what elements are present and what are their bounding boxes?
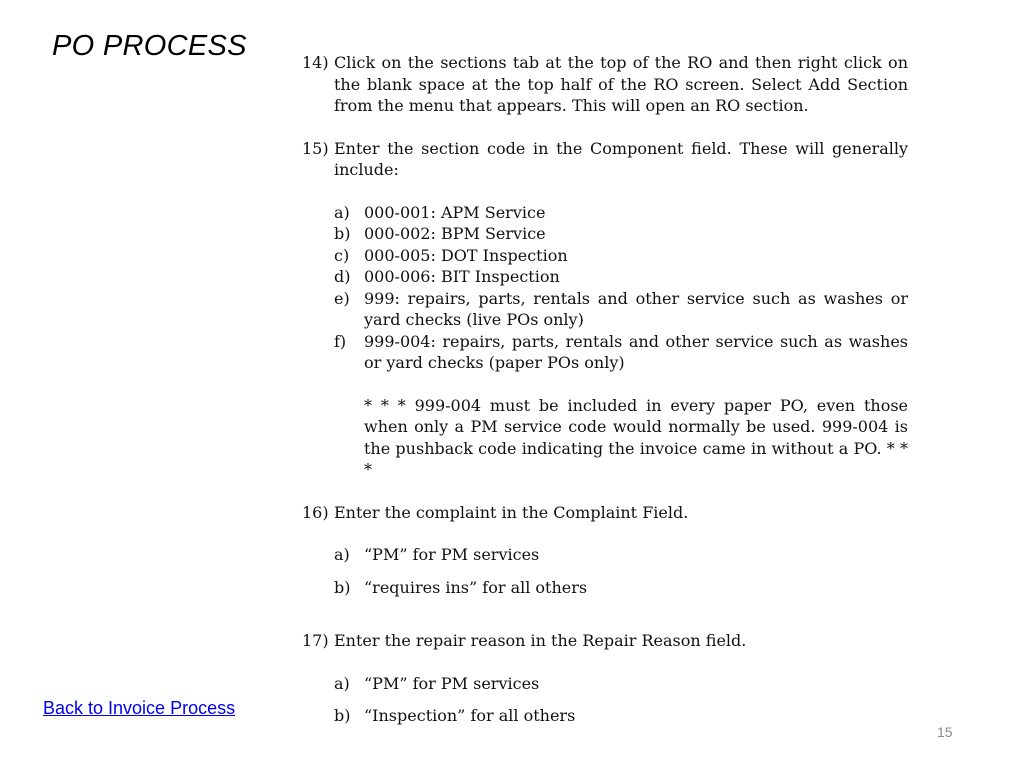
instruction-document [302, 52, 908, 727]
item-text: “Inspection” for all others [364, 706, 576, 725]
step-14 [302, 52, 908, 117]
item-text: 000-006: BIT Inspection [364, 267, 560, 286]
item-text: 000-005: DOT Inspection [364, 245, 568, 265]
list-item [334, 673, 908, 695]
step-number: 14) [302, 53, 329, 72]
item-letter: d) [334, 267, 351, 286]
list-item [334, 223, 908, 245]
step-number: 15) [302, 138, 329, 158]
list-item [334, 544, 908, 566]
item-text: “PM” for PM services [364, 673, 540, 693]
item-letter: b) [334, 577, 351, 597]
page-number: 15 [937, 724, 953, 740]
item-letter: a) [334, 202, 350, 222]
step-number: 16) [302, 502, 329, 522]
step-15 [302, 138, 908, 181]
step-text: Enter the complaint in the Complaint Field. [334, 502, 689, 522]
item-text: 000-002: BPM Service [364, 224, 546, 243]
list-item [334, 266, 908, 288]
item-text: “requires ins” for all others [364, 577, 588, 597]
paper-po-note: * * * 999-004 must be included in every paper PO, even those when only a PM service code would normally be used. 999-004 is the pushback code indicating the invoice came in without a PO. * * * [364, 395, 908, 479]
item-letter: b) [334, 706, 351, 725]
item-text: 999: repairs, parts, rentals and other service such as washes or yard checks (live POs only) [364, 288, 908, 329]
item-letter: f) [334, 331, 347, 351]
item-letter: c) [334, 245, 350, 265]
step-text: Enter the section code in the Component field. These will generally include: [334, 138, 908, 179]
step-17 [302, 630, 908, 652]
item-text: “PM” for PM services [364, 545, 540, 564]
step-text: Enter the repair reason in the Repair Reason field. [334, 631, 747, 650]
item-text: 999-004: repairs, parts, rentals and other service such as washes or yard checks (paper POs only) [364, 331, 908, 372]
repair-reason-list [334, 673, 908, 727]
complaint-list [334, 544, 908, 598]
list-item [334, 577, 908, 599]
item-text: 000-001: APM Service [364, 202, 546, 222]
slide-title: PO PROCESS [52, 30, 247, 62]
step-text: Click on the sections tab at the top of the RO and then right click on the blank space at the top half of the RO screen. Select Add Section from the menu that appears. This will open an RO section. [334, 53, 908, 115]
step-number: 17) [302, 631, 329, 650]
list-item [334, 705, 908, 727]
item-letter: e) [334, 288, 350, 308]
list-item [334, 288, 908, 331]
step-16 [302, 502, 908, 524]
list-item [334, 245, 908, 267]
item-letter: a) [334, 545, 350, 564]
item-letter: b) [334, 224, 351, 243]
item-letter: a) [334, 673, 350, 693]
back-to-invoice-process-link[interactable]: Back to Invoice Process [43, 698, 236, 718]
list-item [334, 331, 908, 374]
component-code-list [334, 202, 908, 374]
list-item [334, 202, 908, 224]
